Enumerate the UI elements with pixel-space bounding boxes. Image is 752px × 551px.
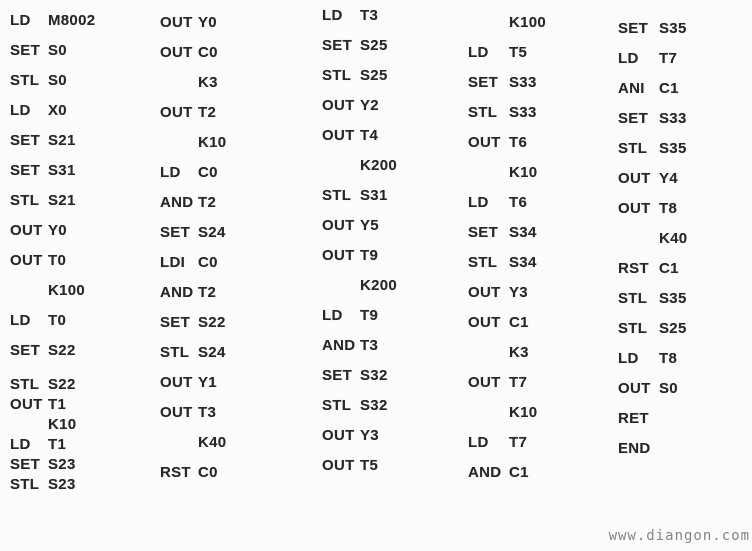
instruction-opcode: STL <box>322 396 352 414</box>
instruction-row <box>618 253 752 283</box>
instruction-operand: S33 <box>509 103 537 121</box>
instruction-opcode: LD <box>618 349 639 367</box>
instruction-row <box>10 275 152 305</box>
instruction-row <box>618 223 752 253</box>
instruction-row <box>468 187 610 217</box>
instruction-row <box>618 343 752 373</box>
instruction-operand: S24 <box>198 223 226 241</box>
instruction-opcode: SET <box>322 36 353 54</box>
instruction-opcode: AND <box>160 193 194 211</box>
instruction-operand: S34 <box>509 223 537 241</box>
instruction-row <box>10 394 152 414</box>
instruction-column-2 <box>160 0 302 487</box>
instruction-opcode: OUT <box>468 313 501 331</box>
instruction-operand: K3 <box>198 73 218 91</box>
instruction-opcode: OUT <box>160 373 193 391</box>
instruction-opcode: OUT <box>468 133 501 151</box>
instruction-opcode: SET <box>10 161 41 179</box>
instruction-row <box>160 127 302 157</box>
instruction-row <box>618 313 752 343</box>
instruction-opcode: STL <box>468 253 498 271</box>
instruction-row <box>322 450 464 480</box>
instruction-opcode: OUT <box>322 126 355 144</box>
instruction-opcode: LD <box>468 193 489 211</box>
instruction-row <box>10 95 152 125</box>
instruction-row <box>160 307 302 337</box>
instruction-opcode: SET <box>160 313 191 331</box>
instruction-row <box>10 414 152 434</box>
instruction-opcode: OUT <box>468 373 501 391</box>
instruction-operand: Y4 <box>659 169 678 187</box>
instruction-row <box>160 157 302 187</box>
instruction-operand: K40 <box>198 433 227 451</box>
instruction-operand: K200 <box>360 156 398 174</box>
instruction-row <box>160 397 302 427</box>
instruction-operand: T2 <box>198 283 217 301</box>
instruction-operand: S25 <box>360 66 388 84</box>
instruction-row <box>160 217 302 247</box>
instruction-opcode: SET <box>10 41 41 59</box>
instruction-operand: S0 <box>48 41 67 59</box>
instruction-operand: T2 <box>198 103 217 121</box>
instruction-column-3 <box>322 0 464 480</box>
instruction-opcode: OUT <box>322 216 355 234</box>
instruction-opcode: SET <box>10 455 41 473</box>
instruction-opcode: SET <box>10 131 41 149</box>
instruction-operand: K3 <box>509 343 529 361</box>
instruction-operand: C1 <box>509 313 529 331</box>
instruction-row <box>618 283 752 313</box>
instruction-opcode: LD <box>10 311 31 329</box>
instruction-opcode: OUT <box>618 199 651 217</box>
instruction-row <box>468 307 610 337</box>
instruction-operand: K10 <box>198 133 227 151</box>
instruction-opcode: ANI <box>618 79 645 97</box>
instruction-opcode: STL <box>618 319 648 337</box>
instruction-column-4 <box>468 0 610 487</box>
instruction-opcode: OUT <box>160 43 193 61</box>
instruction-row <box>10 474 152 494</box>
instruction-opcode: LD <box>468 433 489 451</box>
instruction-row <box>160 457 302 487</box>
instruction-operand: K40 <box>659 229 688 247</box>
instruction-operand: S22 <box>198 313 226 331</box>
instruction-row <box>468 127 610 157</box>
instruction-opcode: OUT <box>10 221 43 239</box>
instruction-operand: C0 <box>198 253 218 271</box>
instruction-operand: Y0 <box>198 13 217 31</box>
instruction-operand: S21 <box>48 131 76 149</box>
instruction-row <box>468 37 610 67</box>
instruction-operand: T3 <box>360 6 379 24</box>
instruction-row <box>618 193 752 223</box>
instruction-operand: S0 <box>48 71 67 89</box>
instruction-row <box>468 457 610 487</box>
instruction-operand: T9 <box>360 306 379 324</box>
instruction-opcode: AND <box>160 283 194 301</box>
instruction-row <box>468 157 610 187</box>
instruction-opcode: RET <box>618 409 649 427</box>
instruction-operand: T0 <box>48 311 67 329</box>
instruction-row <box>468 7 610 37</box>
instruction-operand: S35 <box>659 139 687 157</box>
instruction-row <box>322 420 464 450</box>
instruction-row <box>618 73 752 103</box>
instruction-row <box>160 97 302 127</box>
instruction-opcode: SET <box>468 73 499 91</box>
instruction-operand: S21 <box>48 191 76 209</box>
instruction-opcode: STL <box>468 103 498 121</box>
instruction-row <box>160 427 302 457</box>
instruction-row <box>160 187 302 217</box>
instruction-operand: T6 <box>509 133 528 151</box>
instruction-row <box>322 30 464 60</box>
instruction-row <box>10 5 152 35</box>
instruction-row <box>618 133 752 163</box>
instruction-row <box>160 367 302 397</box>
instruction-row <box>160 67 302 97</box>
instruction-row <box>322 150 464 180</box>
instruction-operand: S31 <box>360 186 388 204</box>
instruction-row <box>10 185 152 215</box>
instruction-operand: Y3 <box>360 426 379 444</box>
instruction-operand: Y5 <box>360 216 379 234</box>
instruction-opcode: OUT <box>322 96 355 114</box>
instruction-operand: S32 <box>360 366 388 384</box>
instruction-opcode: OUT <box>10 251 43 269</box>
instruction-operand: T5 <box>360 456 379 474</box>
instruction-opcode: SET <box>618 109 649 127</box>
instruction-row <box>10 305 152 335</box>
instruction-operand: T5 <box>509 43 528 61</box>
instruction-operand: C1 <box>659 259 679 277</box>
instruction-column-1 <box>10 0 152 494</box>
instruction-row <box>322 240 464 270</box>
instruction-operand: T0 <box>48 251 67 269</box>
instruction-operand: T4 <box>360 126 379 144</box>
instruction-row <box>322 210 464 240</box>
instruction-row <box>322 120 464 150</box>
instruction-opcode: SET <box>322 366 353 384</box>
instruction-row <box>10 65 152 95</box>
instruction-column-5 <box>618 0 752 463</box>
instruction-row <box>10 335 152 365</box>
instruction-row <box>322 390 464 420</box>
instruction-row <box>322 300 464 330</box>
instruction-opcode: OUT <box>160 403 193 421</box>
instruction-row <box>322 180 464 210</box>
instruction-opcode: OUT <box>322 246 355 264</box>
instruction-operand: K10 <box>509 163 538 181</box>
instruction-opcode: STL <box>10 375 40 393</box>
instruction-operand: S0 <box>659 379 678 397</box>
instruction-row <box>160 337 302 367</box>
instruction-row <box>468 367 610 397</box>
instruction-opcode: LD <box>322 306 343 324</box>
instruction-opcode: STL <box>618 139 648 157</box>
instruction-opcode: OUT <box>322 456 355 474</box>
instruction-row <box>322 0 464 30</box>
instruction-opcode: LD <box>322 6 343 24</box>
instruction-opcode: OUT <box>618 169 651 187</box>
instruction-operand: Y0 <box>48 221 67 239</box>
instruction-row <box>10 35 152 65</box>
instruction-operand: C1 <box>509 463 529 481</box>
instruction-opcode: STL <box>10 191 40 209</box>
instruction-operand: T9 <box>360 246 379 264</box>
instruction-row <box>160 37 302 67</box>
instruction-row <box>468 397 610 427</box>
instruction-row <box>322 90 464 120</box>
instruction-operand: S22 <box>48 375 76 393</box>
instruction-opcode: LD <box>618 49 639 67</box>
instruction-operand: S33 <box>509 73 537 91</box>
instruction-row <box>160 7 302 37</box>
instruction-opcode: LD <box>160 163 181 181</box>
instruction-operand: S33 <box>659 109 687 127</box>
instruction-row <box>618 103 752 133</box>
instruction-row <box>322 330 464 360</box>
instruction-row <box>468 277 610 307</box>
instruction-opcode: SET <box>10 341 41 359</box>
instruction-opcode: OUT <box>618 379 651 397</box>
instruction-opcode: OUT <box>322 426 355 444</box>
instruction-opcode: SET <box>160 223 191 241</box>
instruction-row <box>618 163 752 193</box>
instruction-row <box>160 247 302 277</box>
instruction-operand: S23 <box>48 455 76 473</box>
instruction-opcode: SET <box>618 19 649 37</box>
instruction-row <box>322 270 464 300</box>
instruction-operand: S32 <box>360 396 388 414</box>
instruction-operand: Y3 <box>509 283 528 301</box>
instruction-row <box>618 373 752 403</box>
instruction-operand: C1 <box>659 79 679 97</box>
instruction-row <box>10 125 152 155</box>
instruction-opcode: RST <box>618 259 649 277</box>
instruction-operand: T3 <box>360 336 379 354</box>
instruction-operand: S25 <box>360 36 388 54</box>
instruction-opcode: OUT <box>10 395 43 413</box>
instruction-row <box>618 403 752 433</box>
instruction-row <box>468 67 610 97</box>
instruction-opcode: AND <box>322 336 356 354</box>
instruction-opcode: OUT <box>468 283 501 301</box>
instruction-operand: K10 <box>509 403 538 421</box>
watermark: www.diangon.com <box>608 528 750 544</box>
instruction-operand: T6 <box>509 193 528 211</box>
instruction-opcode: STL <box>618 289 648 307</box>
instruction-operand: Y1 <box>198 373 217 391</box>
instruction-row <box>10 155 152 185</box>
instruction-operand: T1 <box>48 395 67 413</box>
instruction-operand: T7 <box>509 373 528 391</box>
instruction-row <box>10 215 152 245</box>
instruction-row <box>468 247 610 277</box>
instruction-row <box>468 97 610 127</box>
instruction-opcode: SET <box>468 223 499 241</box>
instruction-operand: S25 <box>659 319 687 337</box>
instruction-operand: T8 <box>659 349 678 367</box>
instruction-opcode: LD <box>10 11 31 29</box>
instruction-row <box>468 337 610 367</box>
instruction-row <box>322 360 464 390</box>
instruction-row <box>322 60 464 90</box>
instruction-row <box>10 245 152 275</box>
instruction-operand: S23 <box>48 475 76 493</box>
instruction-operand: C0 <box>198 463 218 481</box>
instruction-operand: K100 <box>48 281 86 299</box>
instruction-operand: T8 <box>659 199 678 217</box>
instruction-operand: X0 <box>48 101 67 119</box>
instruction-row <box>618 43 752 73</box>
instruction-row <box>160 277 302 307</box>
instruction-operand: Y2 <box>360 96 379 114</box>
instruction-opcode: LD <box>10 435 31 453</box>
instruction-operand: T7 <box>509 433 528 451</box>
instruction-operand: T3 <box>198 403 217 421</box>
instruction-opcode: AND <box>468 463 502 481</box>
instruction-opcode: STL <box>322 186 352 204</box>
instruction-operand: S31 <box>48 161 76 179</box>
instruction-opcode: STL <box>160 343 190 361</box>
instruction-operand: C0 <box>198 43 218 61</box>
instruction-opcode: OUT <box>160 13 193 31</box>
instruction-operand: T1 <box>48 435 67 453</box>
instruction-opcode: OUT <box>160 103 193 121</box>
instruction-operand: K100 <box>509 13 547 31</box>
instruction-operand: S34 <box>509 253 537 271</box>
instruction-row <box>10 374 152 394</box>
instruction-row <box>468 217 610 247</box>
instruction-operand: T7 <box>659 49 678 67</box>
instruction-operand: T2 <box>198 193 217 211</box>
instruction-row <box>618 433 752 463</box>
instruction-opcode: RST <box>160 463 191 481</box>
instruction-operand: S22 <box>48 341 76 359</box>
instruction-opcode: STL <box>10 475 40 493</box>
instruction-operand: M8002 <box>48 11 96 29</box>
instruction-operand: K200 <box>360 276 398 294</box>
instruction-opcode: END <box>618 439 651 457</box>
instruction-operand: S24 <box>198 343 226 361</box>
instruction-opcode: LD <box>468 43 489 61</box>
instruction-opcode: LD <box>10 101 31 119</box>
instruction-operand: C0 <box>198 163 218 181</box>
instruction-row <box>468 427 610 457</box>
instruction-opcode: LDI <box>160 253 186 271</box>
instruction-operand: S35 <box>659 289 687 307</box>
instruction-operand: S35 <box>659 19 687 37</box>
instruction-opcode: STL <box>10 71 40 89</box>
instruction-opcode: STL <box>322 66 352 84</box>
instruction-row <box>10 434 152 454</box>
instruction-row <box>618 13 752 43</box>
instruction-operand: K10 <box>48 415 77 433</box>
instruction-row <box>10 454 152 474</box>
